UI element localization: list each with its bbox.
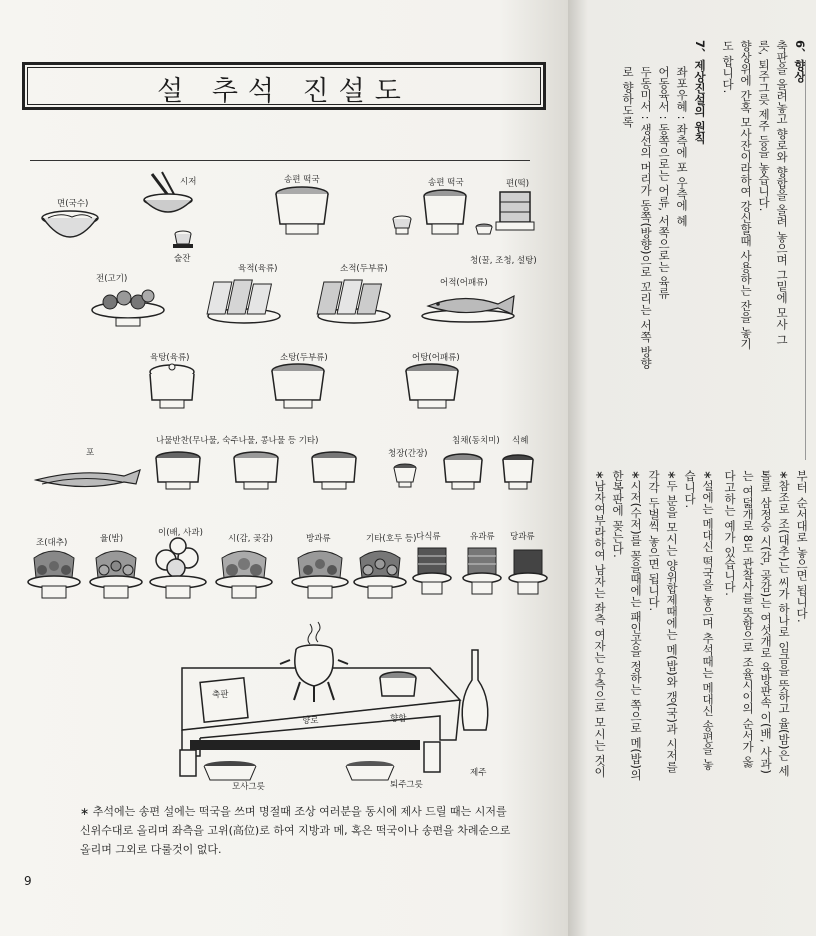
section6-line-2: 릇, 퇴주그릇 제주 등을 놓습니다. [757, 40, 771, 212]
label-eojeok: 어적(어패류) [440, 278, 488, 288]
right-page [568, 0, 816, 936]
pear-apple-plate-icon [148, 538, 210, 606]
label-sojeok: 소적(두부류) [340, 264, 388, 274]
label-tteok: 편(떡) [506, 179, 530, 189]
label-dasik: 다식류 [416, 532, 441, 542]
col-b-line-3: ∗두 분을 모시는 양위합제때에는 메(밥)와 갱(국)과 시저를 [665, 470, 679, 773]
label-jeon: 전(고기) [96, 274, 128, 284]
col-a-line-3: 톨로 삼정승 시(감, 곶감)는 여섯개로 육방판속 이(배, 사과) [759, 470, 773, 774]
footnote-text: 추석에는 송편 설에는 떡국을 쓰며 명절때 조상 여러분을 동시에 제사 드릴 때는 시저를 신위수대로 올리며 좌측을 고위(高位)로 하여 지방과 메, 혹은 떡국이나 송편을 차례순으로 올리며 그외로 다룰것이 없다. [80, 805, 511, 856]
section7-line-4: 로 향하도록 [621, 66, 635, 128]
yuktang-bowl-icon [144, 362, 200, 416]
section7-line-3: 두동미서 : 생선의 머리가 동쪽(방향)으로 꼬리는 서쪽 방향 [639, 66, 653, 369]
jujube-plate-icon [26, 548, 82, 606]
label-sikhye: 식혜 [512, 436, 529, 446]
dasik-plate-icon [412, 544, 452, 604]
sikhye-bowl-icon [500, 452, 536, 496]
col-a-line-4: 는 여덟개로 8도 관찰사를 뜻함으로 조율시이의 순서가 옳 [741, 470, 755, 768]
title-box [22, 62, 546, 110]
walnut-plate-icon [352, 548, 408, 606]
honey-dish-icon [474, 222, 494, 238]
eotang-bowl-icon [402, 362, 462, 416]
label-sotang: 소탕(두부류) [280, 353, 328, 363]
section6-line-1: 축판을 올려놓고 향로와 향합을 올려 놓으며 그밑에 모사 그 [775, 40, 789, 346]
noodle-bowl-icon [40, 208, 110, 253]
section7-line-2: 어동육서 : 동쪽으로는 어류, 서쪽으로는 육류 [657, 66, 671, 299]
section7-title: 7、제상진설의 원칙 [693, 40, 707, 145]
label-toeju: 퇴주그릇 [390, 780, 423, 790]
label-hyanghap: 향합 [390, 714, 407, 724]
label-chimchae: 침채(동치미) [452, 436, 500, 446]
page-number: 9 [24, 874, 32, 888]
label-songpyeon-2: 송편 떡국 [428, 178, 464, 188]
label-hyangno: 향로 [302, 716, 319, 726]
table-edge-line [30, 160, 530, 161]
label-suljan: 술잔 [174, 254, 191, 264]
persimmon-plate-icon [214, 548, 274, 606]
yukjeok-plate-icon [204, 272, 284, 332]
fish-plate-icon [418, 288, 522, 326]
danggwa-plate-icon [508, 546, 548, 604]
label-chukpan: 축판 [212, 690, 229, 700]
col-b-line-5: ∗시저(수저)를 꽂을때에는 패인곳을 정하는 쪽으로 메(밥)의 [629, 470, 643, 781]
col-b-line-4: 각각 두벌씩 놓으면 됩니다. [647, 470, 661, 612]
label-cheongjang: 청장(간장) [388, 449, 428, 459]
label-banggwa: 방과류 [306, 534, 331, 544]
incense-table-drawing [160, 620, 500, 790]
label-po: 포 [86, 448, 95, 458]
col-b-line-1: ∗설에는 메대신 떡국을 놓으며 추석때는 메대신 송편을 놓 [701, 470, 715, 770]
sotang-bowl-icon [268, 362, 328, 416]
label-jeju: 제주 [470, 768, 487, 778]
section6-title: 6、향상 [793, 40, 807, 83]
label-mosa: 모사그릇 [232, 782, 265, 792]
page-title: 설 추석 진설도 [157, 76, 411, 107]
label-songpyeon-1: 송편 떡국 [284, 175, 320, 185]
jeon-plate-icon [88, 284, 168, 332]
label-yukjeok: 육적(육류) [238, 264, 278, 274]
label-gita: 기타(호두 등) [366, 534, 417, 544]
label-i: 이(배, 사과) [158, 528, 203, 538]
label-yul: 율(밤) [100, 534, 124, 544]
label-eotang: 어탕(어패류) [412, 353, 460, 363]
col-a-line-5: 다고하는 예가 있습니다. [723, 470, 737, 596]
section7-line-1: 좌포우혜 : 좌측에 포 우측에 혜 [675, 66, 689, 227]
col-a-line-2: ∗참조로 조(대추)는 씨가 하나로 임금을 뜻하고 율(밤)은 세 [777, 470, 791, 777]
namul-bowl-1-icon [152, 450, 204, 496]
page-edge [805, 60, 814, 460]
sojeok-plate-icon [314, 272, 394, 332]
col-b-line-2: 습니다. [683, 470, 697, 509]
label-myeon: 면(국수) [57, 199, 89, 209]
songpyeon-bowl-2-icon [420, 188, 470, 242]
dried-fish-icon [32, 466, 144, 494]
rice-cake-stack-icon [496, 188, 536, 238]
section6-line-3: 향상위에 간혹 모사잔이라하여 강신할때 사용하는 잔을 놓기 [739, 40, 753, 350]
songpyeon-bowl-icon [272, 186, 332, 242]
label-jo: 조(대추) [36, 538, 68, 548]
footnote-marker: ∗ [80, 805, 90, 818]
footnote [80, 802, 520, 859]
soy-sauce-cup-icon [390, 462, 420, 492]
yugwa-plate-icon [462, 544, 502, 604]
col-b-line-6: 한복판에 꽂는다. [611, 470, 625, 558]
banggwa-plate-icon [290, 548, 350, 606]
small-cup-icon [390, 214, 414, 238]
label-danggwa: 당과류 [510, 532, 535, 542]
namul-bowl-2-icon [230, 450, 282, 496]
section6-line-4: 도 합니다. [721, 40, 735, 94]
namul-bowl-3-icon [308, 450, 360, 496]
label-si: 시(감, 곶감) [228, 534, 273, 544]
col-b-line-7: ∗남자여부라하여 남자는 좌측 여자는 우측으로 모시는 것이 [593, 470, 607, 778]
label-yuktang: 육탕(육류) [150, 353, 190, 363]
kimchi-bowl-icon [440, 452, 486, 496]
label-yugwa: 유과류 [470, 532, 495, 542]
col-a-line-1: 부터 순서대로 놓으면 됩니다. [795, 470, 809, 623]
label-namul: 나물반찬(무나물, 숙주나물, 콩나물 등 기타) [156, 436, 319, 446]
wine-cup-icon [170, 228, 196, 252]
chestnut-plate-icon [88, 548, 144, 606]
label-sijeo: 시저 [180, 177, 197, 187]
label-cheong: 청(꿀, 조청, 설탕) [470, 256, 537, 266]
